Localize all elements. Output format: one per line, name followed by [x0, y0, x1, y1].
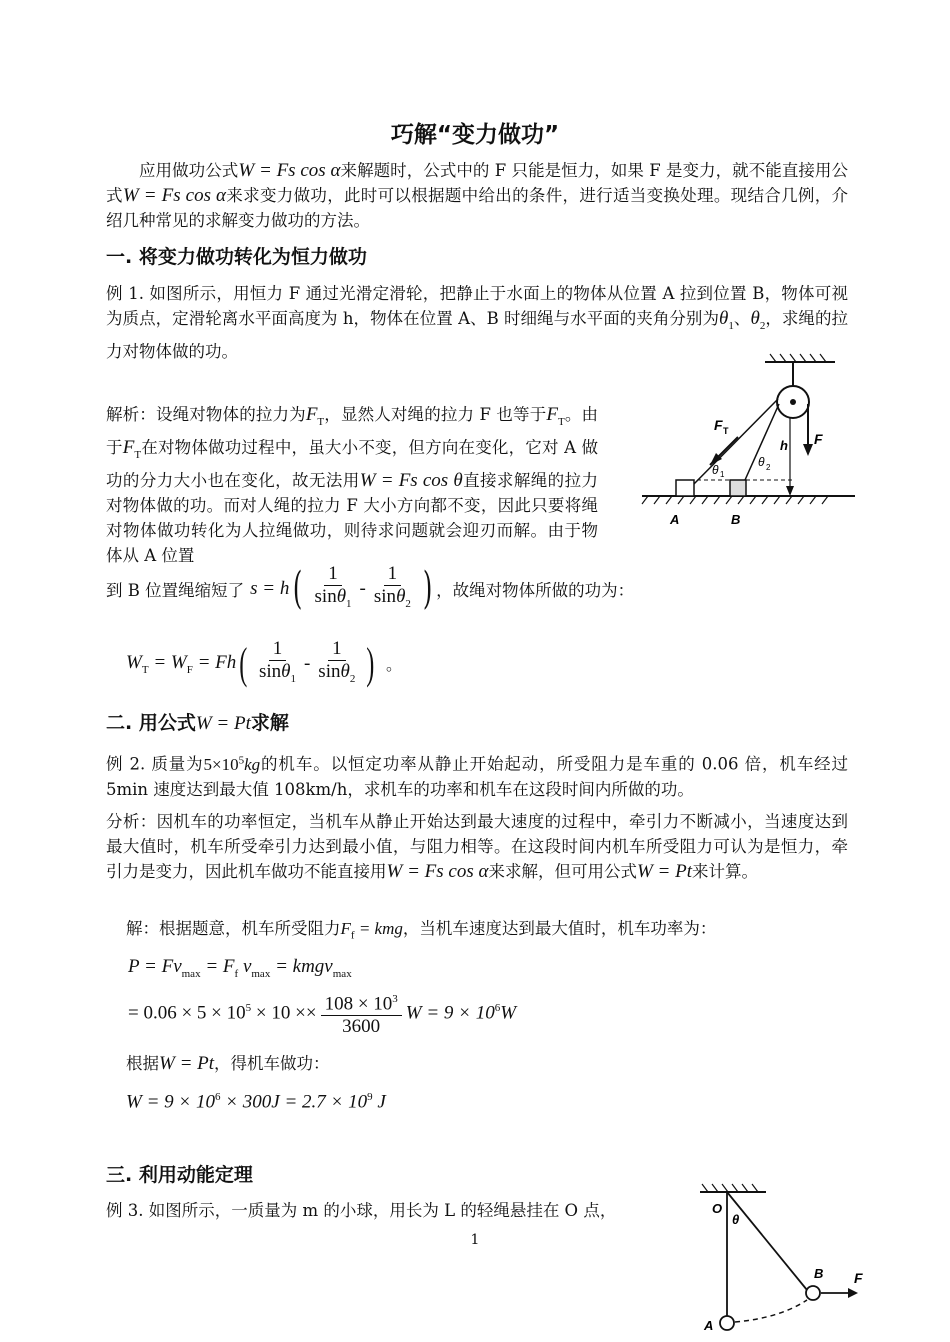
solution2-line: 解：根据题意，机车所受阻力$F_f$ = kmg，当机车速度达到最大值时，机车功率为： — [126, 919, 717, 942]
page-number: 1 — [470, 1232, 480, 1248]
ft-symbol: $F_T$ — [305, 404, 325, 428]
svg-text:A: A — [670, 512, 680, 527]
final-work-equation: $W = 9 \times 10^6 \times 300J = 2.7 \times 10^9$ J — [126, 1091, 386, 1113]
section1-heading: 一. 将变力做功转化为恒力做功 — [106, 246, 367, 268]
rope-shortening-line: 到 B 位置绳缩短了 s = h ( $\frac{1}{\sin\theta_1}$ - $\frac{1}{\sin\theta_2}$ ) ，故绳对物体所做的功为： — [106, 562, 635, 614]
svg-text:θ: θ — [758, 455, 765, 469]
svg-text:A: A — [704, 1318, 714, 1333]
svg-text:F: F — [714, 417, 723, 433]
intro-formula-1: W = Fs cos α — [238, 160, 341, 181]
section2-heading: 二. 用公式W = Pt求解 — [106, 712, 289, 734]
based-on-line: 根据W = Pt，得机车做功： — [126, 1053, 330, 1074]
theta2-symbol: $\theta_2$ — [750, 308, 766, 332]
intro-paragraph — [106, 158, 848, 233]
svg-text:T: T — [723, 426, 729, 436]
svg-text:1: 1 — [720, 470, 725, 479]
pulley-figure — [630, 352, 860, 532]
intro-formula-2: W = Fs cos α — [122, 185, 227, 206]
pendulum-figure — [690, 1180, 880, 1342]
ft-symbol: $F_T$ — [546, 404, 565, 428]
example2-paragraph: 例 2. 质量为$5\times 10^5kg$的机车。以恒定功率从静止开始起动，所受阻力是车重的 0.06 倍，机车经过 5min 速度达到最大值 108km/h，求机车的功率和机车在这段时间内所做的功。 — [106, 754, 848, 799]
svg-text:θ: θ — [712, 463, 719, 477]
work-formula-1: $W_T = W_F = Fh$ ( $\frac{1}{\sin\theta_1}$ - $\frac{1}{\sin\theta_2}$ ) 。 — [126, 638, 402, 688]
theta1-symbol: $\theta_1$ — [719, 308, 734, 332]
intro-text-3: 来求变力做功，此时可以根据题中给出的条件，进行适当变换处理。现结合几例，介绍几种常见的求解变力做功的方法。 — [106, 186, 849, 230]
svg-text:θ: θ — [732, 1212, 740, 1227]
power-equation: $P = Fv_{max} = F_f$ $v_{max}$ = kmgv$_{max}$ — [128, 956, 352, 980]
svg-text:F: F — [814, 431, 823, 447]
example1-paragraph: 例 1. 如图所示，用恒力 F 通过光滑定滑轮，把静止于水面上的物体从位置 A 拉到位置 B，物体可视为质点，定滑轮离水平面高度为 h，物体在位置 A、B 时细绳与水平面的夹角分别为$\theta_1$、$\theta_2$，求绳的拉力对物体做的功。 — [106, 284, 849, 361]
example1-end: ，求绳的拉力对物体做的功。 — [106, 309, 849, 361]
svg-text:2: 2 — [766, 463, 771, 472]
svg-text:B: B — [814, 1266, 824, 1281]
svg-text:O: O — [712, 1201, 723, 1216]
intro-text-1: 应用做功公式 — [139, 161, 239, 180]
analysis1-paragraph: 解析：设绳对物体的拉力为$F_T$，显然人对绳的拉力 F 也等于$F_T$。由于$F_T$在对物体做功过程中，虽大小不变，但方向在变化，它对 A 做功的分力大小也在变化，故无法用W = Fs cos θ直接求解绳的拉力对物体做的功。而对人绳的拉力 F 大小方向都不变，因此只要将绳对物体做功转化为人拉绳做功，则待求问题就会迎刃而解。由于物体从 A 位置 — [106, 404, 599, 565]
intro-text-2: 来解题时，公式中的 F 只能是恒力，如果 F 是变力，就不能直接用公式 — [106, 161, 848, 205]
ft-symbol: $F_T$ — [122, 436, 142, 461]
power-calculation: = $0.06 \times 5 \times 10^5 \times 10$ ×× $\frac{108 \times 10^3}{3600}$ $W = 9 \times 10^6W$ — [128, 988, 516, 1038]
svg-text:h: h — [780, 438, 788, 453]
example3-paragraph: 例 3. 如图所示，一质量为 m 的小球，用长为 L 的轻绳悬挂在 O 点， — [106, 1201, 617, 1220]
page-title: 巧解“变力做功” — [390, 122, 560, 148]
example1-text: 例 1. 如图所示，用恒力 F 通过光滑定滑轮，把静止于水面上的物体从位置 A 拉到位置 B，物体可视为质点，定滑轮离水平面高度为 h，物体在位置 A、B 时细绳与水平面的夹角分别为 — [106, 284, 848, 328]
svg-text:B: B — [731, 512, 741, 527]
svg-text:F: F — [854, 1270, 863, 1286]
section3-heading: 三. 利用动能定理 — [106, 1164, 253, 1186]
analysis2-paragraph: 分析：因机车的功率恒定，当机车从静止开始达到最大速度的过程中，牵引力不断减小，当速度达到最大值时，机车所受牵引力达到最小值，与阻力相等。在这段时间内机车所受阻力可认为是恒力，牵引力是变力，因此机车做功不能直接用W = Fs cos α来求解，但可用公式W = Pt来计算。 — [106, 812, 848, 882]
work-cos-theta-formula: W = Fs cos θ — [359, 469, 463, 491]
